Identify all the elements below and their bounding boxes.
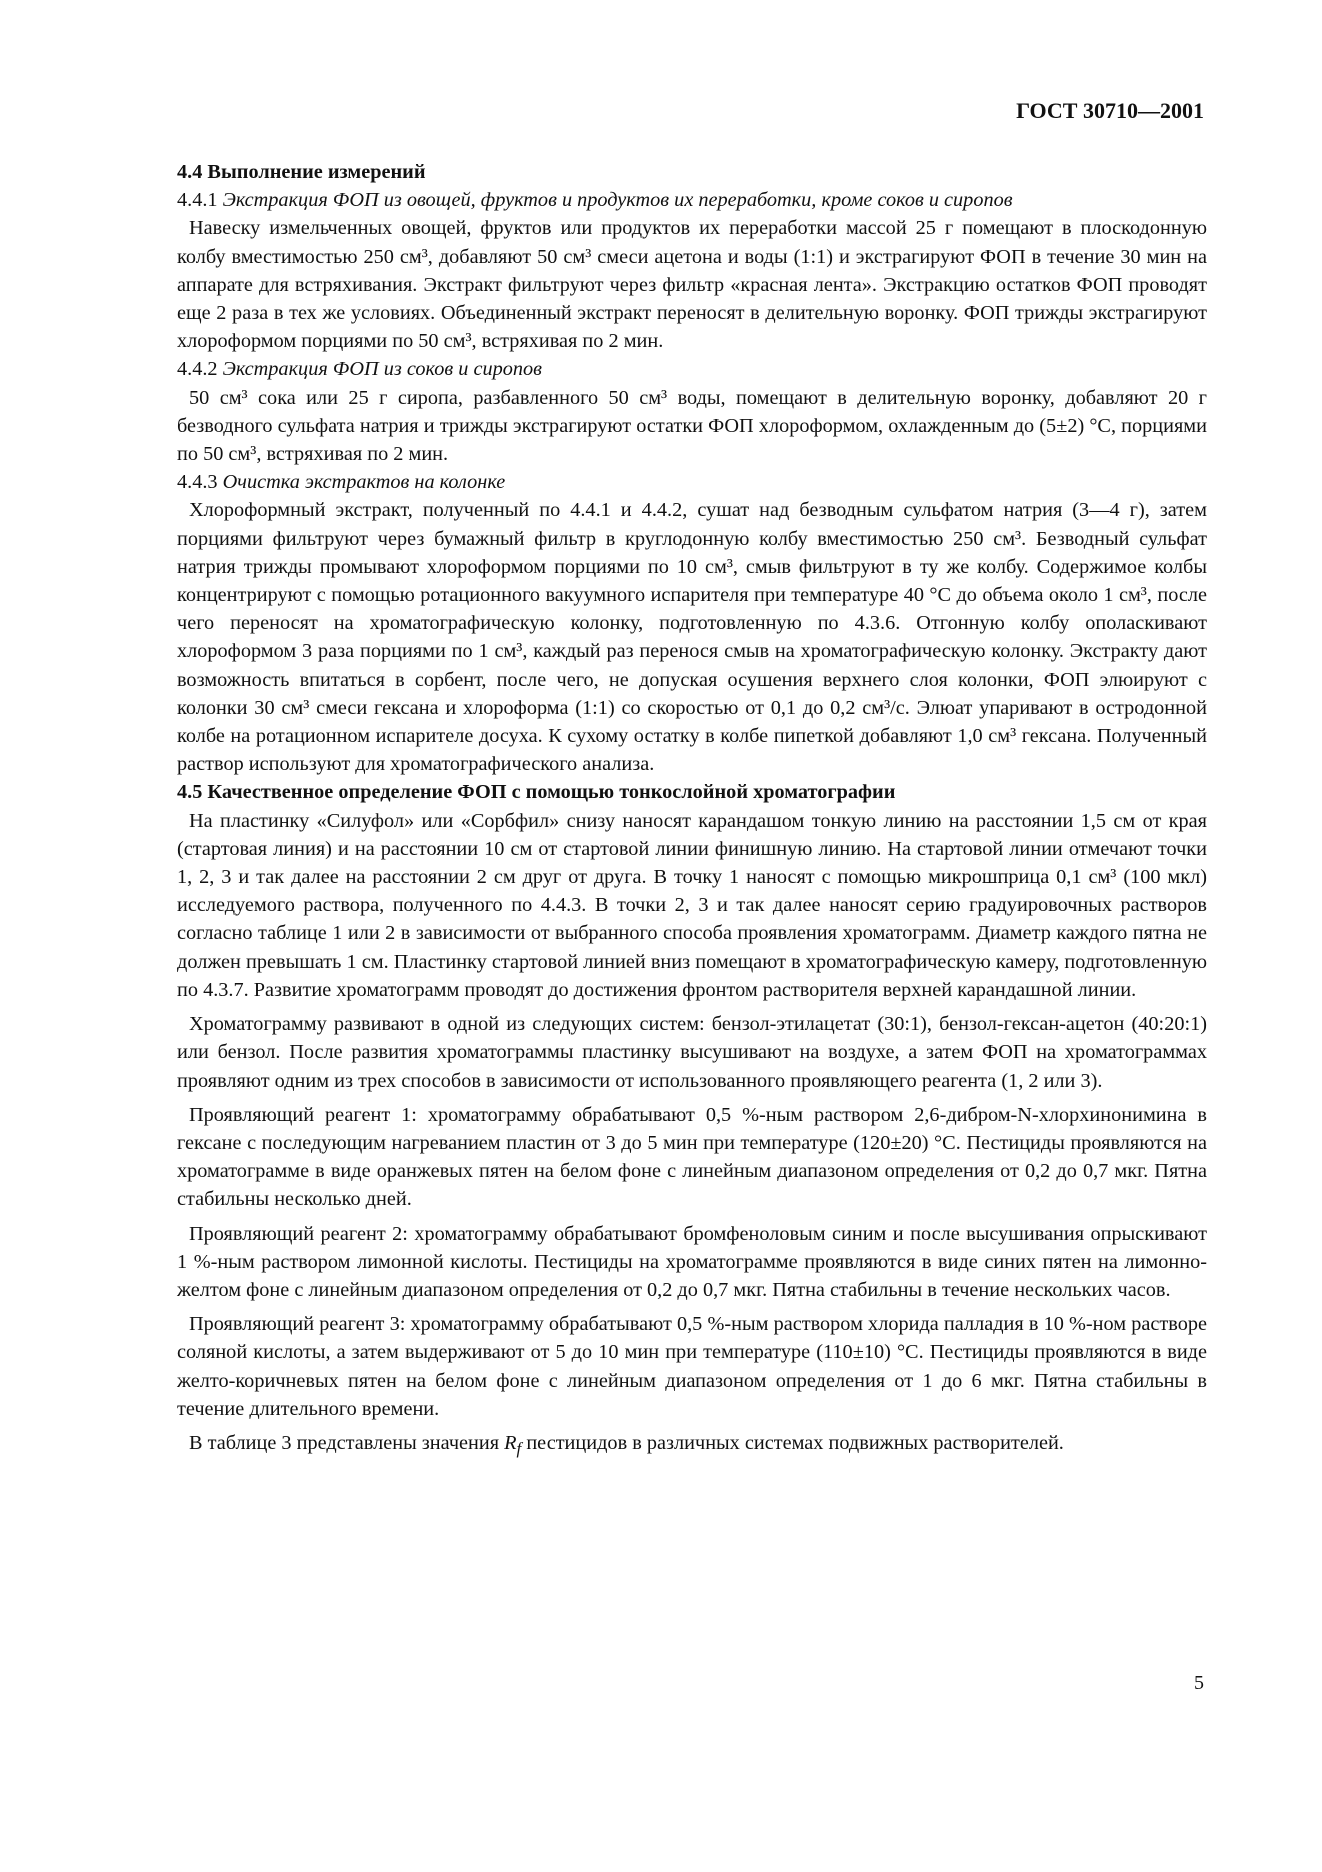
section-number: 4.4.3 <box>177 471 218 494</box>
section-4-4-heading: 4.4 Выполнение измерений <box>177 161 426 183</box>
page-number: 5 <box>1194 1672 1204 1694</box>
section-4-4-3-heading <box>177 468 1207 496</box>
section-number: 4.4.2 <box>177 358 218 381</box>
paragraph <box>177 1429 1207 1463</box>
paragraph: Хроматограмму развивают в одной из следующих систем: бензол-этилацетат (30:1), бензол-гексан-ацетон (40:20:1) или бензол. После развития хроматограммы пластинку высушивают на воздухе, а затем ФОП на хроматограммах проявляют одним из трех способов в зависимости от использованного проявляющего реагента (1, 2 или 3). <box>177 1013 1207 1092</box>
text-fragment: В таблице 3 представлены значения <box>189 1431 500 1454</box>
text-fragment: пестицидов в различных системах подвижных растворителей. <box>526 1431 1064 1454</box>
section-title: Экстракция ФОП из соков и сиропов <box>222 358 542 381</box>
paragraph: Проявляющий реагент 1: хроматограмму обрабатывают 0,5 %-ным раствором 2,6-дибром-N-хлорхинонимина в гексане с последующим нагреванием пластин от 3 до 5 мин при температуре (120±20) °С. Пестициды проявляются на хроматограмме в виде оранжевых пятен на белом фоне с линейным диапазоном определения от 0,2 до 0,7 мкг. Пятна стабильны несколько дней. <box>177 1103 1207 1211</box>
rf-subscript: f <box>516 1438 522 1458</box>
section-title: Экстракция ФОП из овощей, фруктов и продуктов их переработки, кроме соков и сиропов <box>222 189 1013 212</box>
paragraph: Проявляющий реагент 2: хроматограмму обрабатывают бромфеноловым синим и после высушивания опрыскивают 1 %-ным раствором лимонной кислоты. Пестициды на хроматограмме проявляются в виде синих пятен на лимонно-желтом фоне с линейным диапазоном определения от 0,2 до 0,7 мкг. Пятна стабильны в течение нескольких часов. <box>177 1222 1207 1301</box>
section-title: Очистка экстрактов на колонке <box>222 471 506 494</box>
rf-symbol <box>504 1431 522 1458</box>
paragraph: Хлороформный экстракт, полученный по 4.4.1 и 4.4.2, сушат над безводным сульфатом натрия (3—4 г), затем порциями фильтруют через бумажный фильтр в круглодонную колбу вместимостью 250 см³. Безводный сульфат натрия трижды промывают хлороформом порциями по 10 см³, смыв фильтруют в ту же колбу. Содержимое колбы концентрируют с помощью ротационного вакуумного испарителя при температуре 40 °С до объема около 1 см³, после чего переносят на хроматографическую колонку, подготовленную по 4.3.6. Отгонную колбу ополаскивают хлороформом 3 раза порциями по 1 см³, каждый раз перенося смыв на хроматографическую колонку. Экстракту дают возможность впитаться в сорбент, после чего, не допуская осушения верхнего слоя колонки, ФОП элюируют с колонки 30 см³ смеси гексана и хлороформа (1:1) со скоростью от 0,1 до 0,2 см³/с. Элюат упаривают в остродонной колбе на ротационном испарителе досуха. К сухому остатку в колбе пипеткой добавляют 1,0 см³ гексана. Полученный раствор используют для хроматографического анализа. <box>177 499 1207 776</box>
paragraph: Проявляющий реагент 3: хроматограмму обрабатывают 0,5 %-ным раствором хлорида палладия в 10 %-ном растворе соляной кислоты, а затем выдерживают от 5 до 10 мин при температуре (110±10) °С. Пестициды проявляются в виде желто-коричневых пятен на белом фоне с линейным диапазоном определения от 1 до 6 мкг. Пятна стабильны в течение длительного времени. <box>177 1313 1207 1420</box>
section-number: 4.4.1 <box>177 189 218 212</box>
section-4-5-heading: 4.5 Качественное определение ФОП с помощью тонкослойной хроматографии <box>177 781 896 804</box>
rf-letter: R <box>504 1431 517 1454</box>
paragraph: Навеску измельченных овощей, фруктов или продуктов их переработки массой 25 г помещают в плоскодонную колбу вместимостью 250 см³, добавляют 50 см³ смеси ацетона и воды (1:1) и экстрагируют ФОП в течение 30 мин на аппарате для встряхивания. Экстракт фильтруют через фильтр «красная лента». Экстракцию остатков ФОП проводят еще 2 раза в тех же условиях. Объединенный экстракт переносят в делительную воронку. ФОП трижды экстрагируют хлороформом порциями по 50 см³, встряхивая по 2 мин. <box>177 217 1207 353</box>
section-4-4-2-heading <box>177 355 1207 383</box>
document-body <box>177 158 1207 1463</box>
section-4-4-1-heading <box>177 186 1207 214</box>
paragraph: 50 см³ сока или 25 г сиропа, разбавленного 50 см³ воды, помещают в делительную воронку, добавляют 20 г безводного сульфата натрия и трижды экстрагируют остатки ФОП хлороформом, охлажденным до (5±2) °С, порциями по 50 см³, встряхивая по 2 мин. <box>177 386 1207 466</box>
document-header: ГОСТ 30710—2001 <box>1016 98 1204 123</box>
paragraph: На пластинку «Силуфол» или «Сорбфил» снизу наносят карандашом тонкую линию на расстоянии 1,5 см от края (стартовая линия) и на расстоянии 10 см от стартовой линии финишную линию. На стартовой линии отмечают точки 1, 2, 3 и так далее на расстоянии 2 см друг от друга. В точку 1 наносят с помощью микрошприца 0,1 см³ (100 мкл) исследуемого раствора, полученного по 4.4.3. В точки 2, 3 и так далее наносят серию градуировочных растворов согласно таблице 1 или 2 в зависимости от выбранного способа проявления хроматограмм. Диаметр каждого пятна не должен превышать 1 см. Пластинку стартовой линией вниз помещают в хроматографическую камеру, подготовленную по 4.3.7. Развитие хроматограмм проводят до достижения фронтом растворителя верхней карандашной линии. <box>177 809 1207 1001</box>
